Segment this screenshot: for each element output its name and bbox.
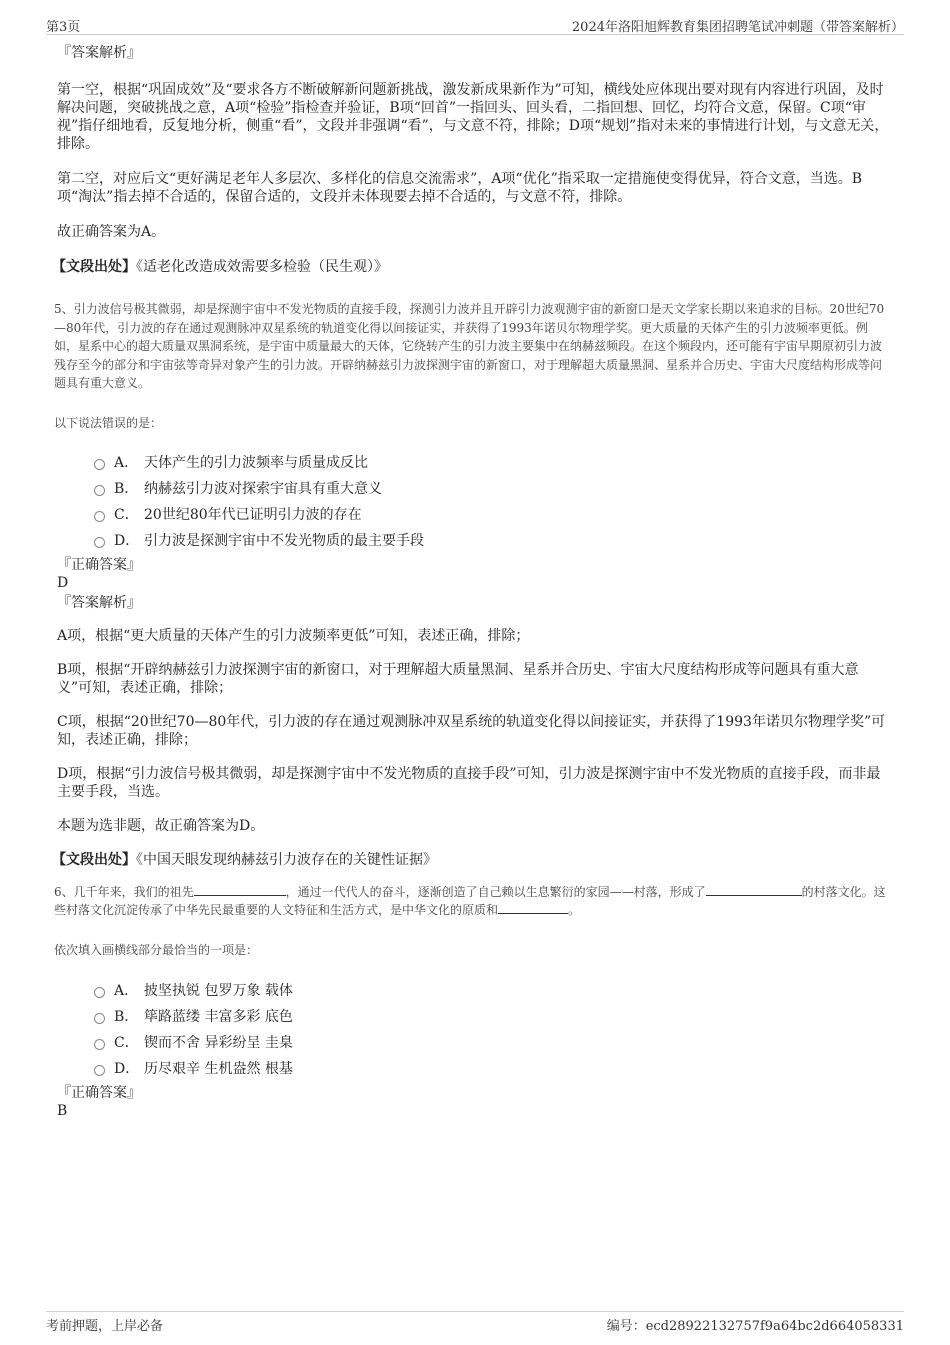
main-content: [52, 44, 890, 1120]
radio-icon[interactable]: [94, 987, 105, 998]
radio-icon[interactable]: [94, 459, 105, 470]
q5-analysis-d: D项，根据“引力波信号极其微弱，却是探测宇宙中不发光物质的直接手段”可知，引力波是探测宇宙中不发光物质的直接手段，而非最主要手段，当选。: [57, 765, 881, 800]
q5-option-b[interactable]: B． 纳赫兹引力波对探索宇宙具有重大意义: [94, 476, 890, 502]
q5-section: [54, 300, 890, 554]
q6-option-c[interactable]: C． 锲而不舍 异彩纷呈 圭臬: [94, 1030, 890, 1056]
document-title: 2024年洛阳旭辉教育集团招聘笔试冲刺题（带答案解析）: [571, 20, 904, 35]
q4-source-label: 【文段出处】: [52, 259, 136, 275]
q6-text: 6、几千年来，我们的祖先 ，通过一代代人的奋斗，逐渐创造了自己赖以生息繁衍的家园——村落，形成了 的村落文化。这些村落文化沉淀传承了中华先民最重要的人文特征和生活方式，是中华文化的原质和 。: [54, 884, 886, 917]
q5-analysis-a: A项，根据“更大质量的天体产生的引力波频率更低”可知，表述正确，排除；: [57, 627, 530, 644]
q6-prompt: 依次填入画横线部分最恰当的一项是：: [54, 942, 259, 957]
q4-conclusion: 故正确答案为A。: [57, 224, 166, 240]
q5-analysis-c: C项，根据“20世纪70—80年代，引力波的存在通过观测脉冲双星系统的轨道变化得以间接证实，并获得了1993年诺贝尔物理学奖”可知，表述正确，排除；: [57, 713, 886, 748]
q6-answer-label: 『正确答案』: [57, 1084, 141, 1101]
footer-code: [607, 1315, 904, 1334]
radio-icon[interactable]: [94, 1039, 105, 1050]
q5-option-a[interactable]: A． 天体产生的引力波频率与质量成反比: [94, 450, 890, 476]
blank-1: [194, 883, 286, 896]
radio-icon[interactable]: [94, 485, 105, 496]
q4-analysis-para2: 第二空，对应后文“更好满足老年人多层次、多样化的信息交流需求”，A项“优化”指采取一定措施使变得优异，符合文意，当选。B项“淘汰”指去掉不合适的，保留合适的，文段并未体现要去掉不合适的，与文意不符，排除。: [57, 171, 863, 205]
q5-prompt: 以下说法错误的是：: [54, 415, 163, 430]
q6-section: [54, 883, 890, 1082]
q5-option-d[interactable]: D． 引力波是探测宇宙中不发光物质的最主要手段: [94, 528, 890, 554]
q5-answer-label: 『正确答案』: [57, 556, 141, 573]
q5-analysis-label: 『答案解析』: [57, 594, 141, 611]
q6-options: [94, 978, 890, 1082]
q5-text: 5、引力波信号极其微弱，却是探测宇宙中不发光物质的直接手段，探测引力波并且开辟引力波观测宇宙的新窗口是天文学家长期以来追求的目标。20世纪70—80年代，引力波的存在通过观测脉冲双星系统的轨道变化得以间接证实，并获得了1993年诺贝尔物理学奖。更大质量的天体产生的引力波频率更低。例如，星系中心的超大质量双黑洞系统，是宇宙中质量最大的天体，它绕转产生的引力波主要集中在纳赫兹频段。在这个频段内，还可能有宇宙早期原初引力波残存至今的部分和宇宙弦等奇异对象产生的引力波。开辟纳赫兹引力波探测宇宙的新窗口，对于理解超大质量黑洞、星系并合历史、宇宙大尺度结构形成等问题具有重大意义。: [54, 302, 885, 390]
q5-option-c[interactable]: C． 20世纪80年代已证明引力波的存在: [94, 502, 890, 528]
radio-icon[interactable]: [94, 1013, 105, 1024]
footer-slogan: 考前押题，上岸必备: [46, 1319, 164, 1334]
q6-option-a[interactable]: A． 披坚执锐 包罗万象 载体: [94, 978, 890, 1004]
q6-option-d[interactable]: D． 历尽艰辛 生机盎然 根基: [94, 1056, 890, 1082]
q5-source: [52, 851, 890, 869]
q5-options: [94, 450, 890, 554]
q5-source-title: 《中国天眼发现纳赫兹引力波存在的关键性证据》: [136, 851, 437, 868]
q5-analysis-b: B项，根据“开辟纳赫兹引力波探测宇宙的新窗口，对于理解超大质量黑洞、星系并合历史、宇宙大尺度结构形成等问题具有重大意义”可知，表述正确，排除；: [57, 661, 859, 696]
q6-answer: B: [57, 1102, 68, 1119]
radio-icon[interactable]: [94, 537, 105, 548]
page-footer: [46, 1311, 904, 1334]
q5-answer: D: [57, 574, 69, 591]
q6-option-b[interactable]: B． 筚路蓝缕 丰富多彩 底色: [94, 1004, 890, 1030]
radio-icon[interactable]: [94, 1065, 105, 1076]
q4-source: [52, 258, 890, 276]
footer-code-label: 编号：: [606, 1319, 646, 1334]
blank-2: [706, 883, 802, 896]
q4-analysis-para1: 第一空，根据“巩固成效”及“要求各方不断破解新问题新挑战，激发新成果新作为”可知，横线处应体现出要对现有内容进行巩固，及时解决问题，突破挑战之意，A项“检验”指检查并验证，B项“回首”一指回头、回头看，二指回想、回忆，均符合文意，保留。C项“审视”指仔细地看，反复地分析，侧重“看”，文段并非强调“看”，与文意不符，排除；D项“规划”指对未来的事情进行计划，与文意无关，排除。: [57, 82, 889, 152]
q6-answer-section: [57, 1084, 890, 1120]
footer-code-value: ecd28922132757f9a64bc2d664058331: [645, 1319, 904, 1334]
radio-icon[interactable]: [94, 511, 105, 522]
q5-answer-section: [52, 556, 890, 869]
page-header: [46, 14, 904, 35]
q5-conclusion: 本题为选非题，故正确答案为D。: [57, 817, 265, 834]
q4-analysis-label: 『答案解析』: [57, 45, 141, 61]
q4-source-title: 《适老化改造成效需要多检验（民生观）》: [136, 259, 388, 275]
blank-3: [498, 901, 568, 914]
page-number: 第3页: [46, 20, 81, 35]
q4-analysis-section: [52, 44, 890, 276]
q5-source-label: 【文段出处】: [52, 851, 136, 868]
